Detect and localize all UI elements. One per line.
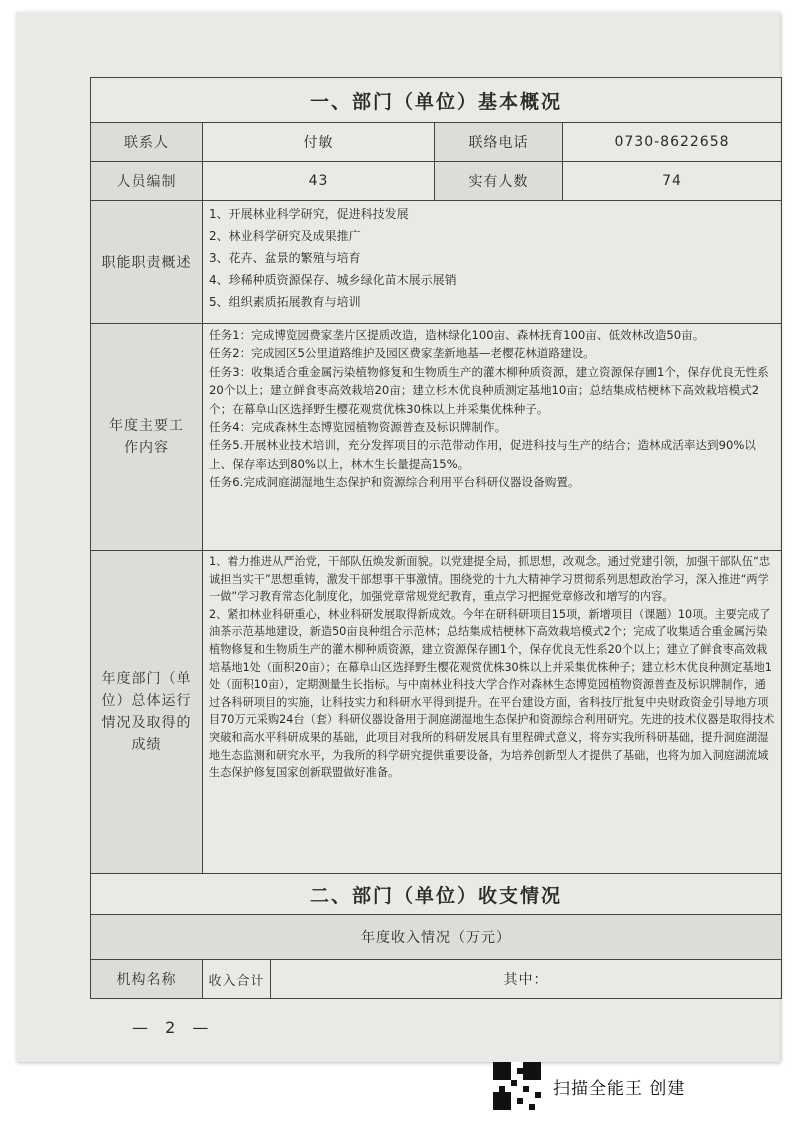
section2-header-row [91,874,781,915]
results-text [203,551,781,873]
tasks-row [91,324,781,551]
qr-code-icon [493,1062,541,1110]
staff-row [91,162,781,201]
duty-item: 4、珍稀种质资源保存、城乡绿化苗木展示展销 [209,273,457,287]
duties-list [203,201,781,323]
staff-value: 43 [203,162,435,200]
result-paragraph: 2、紧扣林业科研重心，林业科研发展取得新成效。今年在研科研项目15项，新增项目（课题）10项。主要完成了油茶示范基地建设，新造50亩良种组合示范林；总结集成桔梗林下高效栽培模式2个；完成了收集适合重金属污染植物修复和生物质生产的灌木柳种质资源，建立资源保存圃1个，保存优良无性系20个以上；建立了鲜食枣高效栽培基地1处（面积20亩）；在幕阜山区选择野生樱花观赏优株30株以上并采集优株种子；建立杉木优良种测定基地1处（面积10亩），定期测量生长指标。与中南林业科技大学合作对森林生态博览园植物资源普查及标识牌制作，通过各科研项目的实施，让科技实力和科研水平得到提升。在平台建设方面，省科技厅批复中央财政资金引导地方项目70万元采购24台（套）科研仪器设备用于洞庭湖湿地生态保护和资源综合利用研究。先进的技术仪器是取得技术突破和高水平科研成果的基础，此项目对我所的科研发展具有里程碑式意义，将夯实我所科研基础，提升洞庭湖湿地生态监测和研究水平，为我所的科学研究提供重要设备，为培养创新型人才提供了基础，也将为加入洞庭湖流域生态保护修复国家创新联盟做好准备。 [209,607,775,780]
task-item: 任务4：完成森林生态博览园植物资源普查及标识牌制作。 [209,420,507,435]
duty-item: 1、开展林业科学研究，促进科技发展 [209,207,409,221]
actual-value: 74 [662,173,682,189]
page-number: — 2 — [132,1018,215,1037]
actual-label: 实有人数 [435,162,563,200]
task-item: 任务5.开展林业技术培训，充分发挥项目的示范带动作用，促进科技与生产的结合；造林成活率达到90%以上、保存率达到80%以上，林木生长量提高15%。 [209,438,756,471]
duties-label: 职能职责概述 [91,201,203,323]
task-item: 任务3：收集适合重金属污染植物修复和生物质生产的灌木柳种质资源，建立资源保存圃1个，保存优良无性系20个以上；建立鲜食枣高效栽培20亩；建立杉木优良种质测定基地10亩；总结集成桔梗林下高效栽培模式2个；在幕阜山区选择野生樱花观赏优株30株以上并采集优株种子。 [209,364,769,416]
section2-title: 二、部门（单位）收支情况 [309,884,562,907]
income-title: 年度收入情况（万元） [361,930,511,946]
task-item: 任务2：完成园区5公里道路维护及园区费家垄新地基—老樱花林道路建设。 [209,346,595,361]
task-item: 任务6.完成洞庭湖湿地生态保护和资源综合利用平台科研仪器设备购置。 [209,475,580,490]
phone-value: 0730-8622658 [614,134,730,150]
contact-label: 联系人 [91,123,203,161]
col-among: 其中： [503,972,549,988]
watermark-text: 扫描全能王 创建 [553,1078,686,1099]
result-paragraph: 1、着力推进从严治党，干部队伍焕发新面貌。以党建提全局，抓思想，改观念。通过党建引领，加强干部队伍“忠诚担当实干”思想重铸，激发干部想事干事激情。围绕党的十九大精神学习贯彻系列思想政治学习，深入推进“两学一做”学习教育常态化制度化，加强党章常规党纪教育，重点学习把握党章修改和增写的内容。 [209,555,771,604]
contact-value: 付敏 [203,123,435,161]
duties-row [91,201,781,324]
income-title-row [91,915,781,960]
duty-item: 2、林业科学研究及成果推广 [209,229,361,243]
section1-title: 一、部门（单位）基本概况 [309,90,562,113]
contact-row [91,123,781,162]
staff-label: 人员编制 [91,162,203,200]
tasks-list [203,324,781,550]
duty-item: 3、花卉、盆景的繁殖与培育 [209,251,361,265]
results-row [91,551,781,874]
form-table [90,77,782,999]
col-income-total: 收入合计 [203,960,271,998]
section1-header-row [91,78,781,123]
task-item: 任务1：完成博览园费家垄片区提质改造，造林绿化100亩、森林抚育100亩、低效林改造50亩。 [209,328,705,342]
phone-label: 联络电话 [435,123,563,161]
tasks-label: 年度主要工作内容 [91,324,203,550]
scanner-watermark [493,1062,685,1110]
duty-item: 5、组织素质拓展教育与培训 [209,295,361,309]
income-header-row [91,960,781,998]
col-org-name: 机构名称 [91,960,203,998]
results-label: 年度部门（单位）总体运行情况及取得的成绩 [91,551,203,873]
